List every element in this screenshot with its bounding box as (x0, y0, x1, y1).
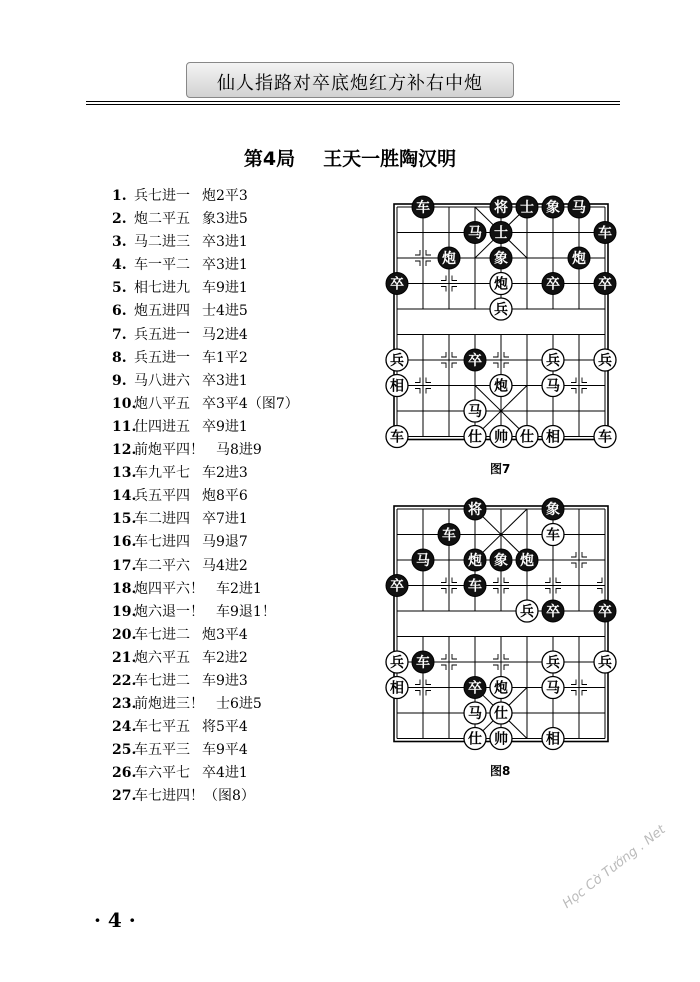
black-move: 卒7进1 (202, 511, 248, 528)
red-piece (542, 651, 564, 673)
figure-caption-7: 图7 (490, 462, 511, 476)
red-piece (542, 375, 564, 397)
red-piece (542, 349, 564, 371)
red-piece (542, 728, 564, 750)
move-number: 10. (112, 395, 137, 412)
red-piece (490, 677, 512, 699)
piece-label: 象 (494, 251, 508, 267)
red-move: 炮四平六！ (134, 580, 204, 597)
black-move: 卒9进1 (202, 418, 248, 435)
piece-label: 士 (494, 225, 508, 242)
move-number: 8. (112, 349, 127, 366)
move-row (112, 300, 402, 323)
move-number: 15. (112, 511, 137, 528)
red-piece (490, 426, 512, 448)
move-number: 2. (112, 211, 127, 228)
black-piece (568, 196, 590, 218)
piece-label: 车 (546, 527, 560, 544)
black-move: 马8进9 (216, 442, 262, 459)
move-row (112, 647, 402, 670)
move-number: 6. (112, 303, 127, 320)
piece-label: 士 (520, 200, 534, 216)
move-number: 11. (112, 418, 137, 435)
piece-label: 象 (494, 553, 508, 569)
piece-label: 炮 (494, 276, 508, 293)
black-piece (516, 196, 538, 218)
piece-label: 兵 (598, 655, 612, 671)
red-move: 车七进二 (134, 626, 190, 643)
piece-label: 炮 (494, 680, 508, 697)
chapter-title: 仙人指路对卒底炮红方补右中炮 (217, 73, 483, 94)
piece-label: 马 (572, 200, 586, 216)
header-rule-2 (86, 104, 620, 105)
piece-label: 马 (468, 225, 482, 242)
black-piece (464, 498, 486, 520)
piece-label: 相 (546, 429, 560, 446)
black-piece (438, 524, 460, 546)
black-move: 卒4进1 (202, 765, 248, 782)
piece-label: 仕 (494, 706, 508, 722)
move-row (112, 508, 402, 531)
move-row (112, 416, 402, 439)
red-piece (490, 375, 512, 397)
red-move: 前炮平四！ (134, 442, 204, 459)
black-piece (542, 498, 564, 520)
black-piece (490, 196, 512, 218)
red-piece (516, 426, 538, 448)
move-row (112, 601, 402, 624)
move-number: 26. (112, 765, 137, 782)
black-piece (516, 549, 538, 571)
red-piece (386, 375, 408, 397)
piece-label: 车 (416, 200, 430, 216)
move-row (112, 324, 402, 347)
black-move: 马9退7 (202, 534, 248, 551)
black-piece (568, 247, 590, 269)
red-piece (542, 426, 564, 448)
red-move: 炮五进四 (134, 303, 190, 320)
move-number: 12. (112, 442, 137, 459)
board-figure-7 (382, 194, 622, 452)
black-move: 将5平4 (202, 719, 248, 736)
piece-label: 马 (546, 680, 560, 697)
black-piece (412, 651, 434, 673)
piece-label: 马 (416, 553, 430, 569)
black-move: 车2进2 (202, 649, 248, 666)
move-number: 1. (112, 188, 127, 204)
move-list (112, 185, 402, 809)
red-piece (386, 426, 408, 448)
move-number: 21. (112, 649, 137, 666)
piece-label: 仕 (468, 429, 482, 446)
move-number: 18. (112, 580, 137, 597)
piece-label: 卒 (390, 276, 404, 293)
move-row (112, 693, 402, 716)
piece-label: 将 (468, 502, 482, 518)
black-piece (542, 196, 564, 218)
piece-label: 帅 (494, 429, 508, 446)
figure-caption-8: 图8 (490, 764, 511, 778)
piece-label: 马 (468, 404, 482, 420)
black-move: 卒3进1 (202, 257, 248, 274)
red-piece (464, 702, 486, 724)
move-row (112, 393, 402, 416)
piece-label: 卒 (390, 578, 404, 595)
game-number: 第4局 (243, 148, 296, 170)
black-move: 象3进5 (202, 211, 248, 228)
red-move: 车七进四 (134, 534, 190, 551)
black-piece (464, 349, 486, 371)
piece-label: 马 (468, 706, 482, 722)
red-move: 马二进三 (134, 234, 190, 251)
black-piece (412, 196, 434, 218)
move-row (112, 578, 402, 601)
move-number: 16. (112, 534, 137, 551)
piece-label: 炮 (520, 553, 534, 569)
move-number: 9. (112, 372, 127, 389)
red-move: 兵五平四 (134, 488, 190, 505)
piece-label: 卒 (546, 276, 560, 293)
game-players: 王天一胜陶汉明 (323, 148, 457, 170)
red-move: 仕四进五 (134, 418, 190, 435)
red-piece (386, 677, 408, 699)
page-number: · 4 · (94, 908, 136, 932)
watermark: Học Cờ Tướng . Net (560, 822, 669, 912)
piece-label: 炮 (468, 553, 482, 569)
piece-label: 兵 (546, 353, 560, 369)
move-number: 13. (112, 465, 137, 482)
piece-label: 炮 (494, 378, 508, 395)
red-move: 相七进九 (134, 280, 190, 297)
piece-label: 兵 (598, 353, 612, 369)
black-move: 卒3平4（图7） (202, 395, 299, 412)
red-move: 车九平七 (134, 465, 190, 482)
move-row (112, 555, 402, 578)
red-move: 兵五进一 (134, 349, 190, 366)
red-move: 车七进四！（图8） (134, 788, 255, 805)
move-number: 17. (112, 557, 137, 574)
red-piece (490, 728, 512, 750)
piece-label: 仕 (520, 429, 534, 446)
move-row (112, 485, 402, 508)
piece-label: 相 (390, 378, 404, 395)
black-move: 马4进2 (202, 557, 248, 574)
piece-label: 兵 (546, 655, 560, 671)
black-piece (594, 222, 616, 244)
black-move: 车9进1 (202, 280, 248, 297)
black-piece (438, 247, 460, 269)
black-move: 车2进1 (216, 580, 262, 597)
move-row (112, 624, 402, 647)
move-row (112, 531, 402, 554)
piece-label: 兵 (494, 302, 508, 318)
move-row (112, 208, 402, 231)
piece-label: 车 (390, 429, 404, 446)
piece-label: 仕 (468, 731, 482, 748)
red-piece (542, 677, 564, 699)
black-piece (490, 549, 512, 571)
red-move: 炮六平五 (134, 649, 190, 666)
red-piece (594, 349, 616, 371)
red-move: 炮二平五 (134, 211, 190, 228)
red-move: 兵五进一 (134, 326, 190, 343)
red-piece (490, 702, 512, 724)
piece-label: 帅 (494, 731, 508, 748)
black-piece (412, 549, 434, 571)
move-number: 14. (112, 488, 137, 505)
piece-label: 车 (416, 655, 430, 671)
red-move: 兵七进一 (134, 188, 190, 204)
move-row (112, 347, 402, 370)
red-move: 车二进四 (134, 511, 190, 528)
move-row (112, 254, 402, 277)
move-row (112, 716, 402, 739)
black-move: 炮2平3 (202, 188, 248, 204)
board-figure-8 (382, 496, 622, 754)
piece-label: 车 (468, 578, 482, 595)
move-number: 3. (112, 234, 127, 251)
move-number: 22. (112, 672, 137, 689)
red-move: 前炮进三！ (134, 696, 204, 713)
move-row (112, 185, 402, 208)
red-piece (490, 273, 512, 295)
move-number: 19. (112, 603, 137, 620)
red-move: 车七进二 (134, 672, 190, 689)
move-row (112, 231, 402, 254)
red-piece (464, 728, 486, 750)
move-number: 25. (112, 742, 137, 759)
move-row (112, 785, 402, 808)
game-title (0, 144, 700, 171)
black-move: 车9退1！ (216, 603, 276, 620)
red-move: 车一平二 (134, 257, 190, 274)
red-move: 车六平七 (134, 765, 190, 782)
red-move: 车五平三 (134, 742, 190, 759)
red-piece (594, 426, 616, 448)
move-number: 24. (112, 719, 137, 736)
red-piece (464, 400, 486, 422)
black-piece (594, 600, 616, 622)
black-move: 车1平2 (202, 349, 248, 366)
piece-label: 炮 (572, 251, 586, 267)
black-move: 车9平4 (202, 742, 248, 759)
black-piece (542, 600, 564, 622)
piece-label: 象 (546, 200, 560, 216)
chapter-header (186, 62, 514, 98)
piece-label: 车 (598, 225, 612, 242)
black-piece (490, 247, 512, 269)
move-row (112, 277, 402, 300)
piece-label: 将 (494, 200, 508, 216)
black-move: 士6进5 (216, 696, 262, 713)
red-piece (386, 349, 408, 371)
move-row (112, 739, 402, 762)
black-piece (490, 222, 512, 244)
red-move: 炮八平五 (134, 395, 190, 412)
red-move: 炮六退一！ (134, 603, 204, 620)
move-number: 27. (112, 788, 137, 805)
header-rule (86, 101, 620, 102)
red-move: 车七平五 (134, 719, 190, 736)
move-row (112, 462, 402, 485)
red-piece (594, 651, 616, 673)
move-row (112, 762, 402, 785)
piece-label: 兵 (390, 655, 404, 671)
move-number: 23. (112, 696, 137, 713)
piece-label: 卒 (546, 604, 560, 620)
piece-label: 卒 (598, 604, 612, 620)
move-number: 5. (112, 280, 127, 297)
piece-label: 相 (546, 731, 560, 748)
black-move: 车9进3 (202, 672, 248, 689)
black-move: 炮3平4 (202, 626, 248, 643)
move-number: 7. (112, 326, 127, 343)
move-number: 4. (112, 257, 127, 274)
piece-label: 象 (546, 502, 560, 518)
piece-label: 卒 (598, 276, 612, 293)
piece-label: 相 (390, 680, 404, 697)
piece-label: 兵 (520, 604, 534, 620)
piece-label: 车 (598, 429, 612, 446)
move-number: 20. (112, 626, 137, 643)
red-piece (490, 298, 512, 320)
piece-label: 卒 (468, 680, 482, 697)
red-move: 车二平六 (134, 557, 190, 574)
black-piece (386, 575, 408, 597)
black-move: 炮8平6 (202, 488, 248, 505)
piece-label: 卒 (468, 353, 482, 369)
black-piece (464, 677, 486, 699)
move-row (112, 670, 402, 693)
red-piece (516, 600, 538, 622)
black-piece (594, 273, 616, 295)
black-move: 马2进4 (202, 326, 248, 343)
red-move: 马八进六 (134, 372, 190, 389)
black-piece (386, 273, 408, 295)
black-piece (464, 222, 486, 244)
piece-label: 兵 (390, 353, 404, 369)
red-piece (464, 426, 486, 448)
move-row (112, 439, 402, 462)
black-move: 卒3进1 (202, 234, 248, 251)
move-row (112, 370, 402, 393)
red-piece (386, 651, 408, 673)
piece-label: 马 (546, 378, 560, 395)
black-move: 卒3进1 (202, 372, 248, 389)
black-move: 士4进5 (202, 303, 248, 320)
piece-label: 炮 (442, 251, 456, 267)
black-piece (464, 549, 486, 571)
piece-label: 车 (442, 527, 456, 544)
black-piece (464, 575, 486, 597)
black-move: 车2进3 (202, 465, 248, 482)
red-piece (542, 524, 564, 546)
black-piece (542, 273, 564, 295)
